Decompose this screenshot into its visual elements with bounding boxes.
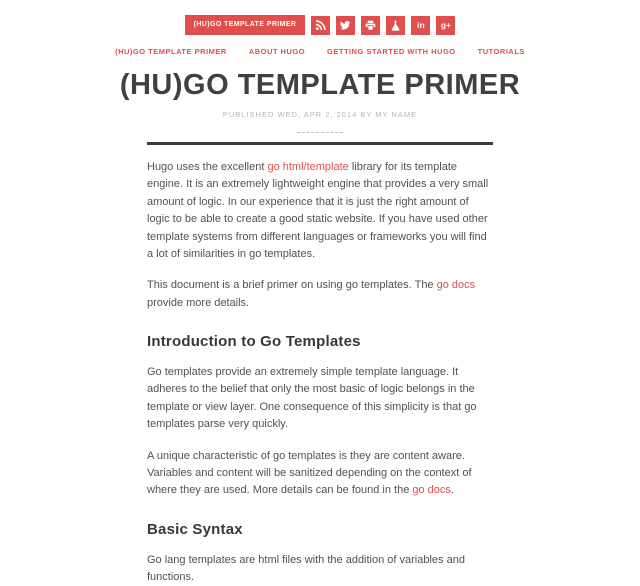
article (0, 69, 640, 586)
section-heading-introduction: Introduction to Go Templates (147, 333, 361, 350)
paragraph-text: A unique characteristic of go templates is they are content aware. Variables and content will be sanitized depending on the context of where they are used. More details can be found in the (147, 449, 472, 497)
paragraph-text: Hugo uses the excellent (147, 161, 268, 173)
topbar (0, 0, 640, 35)
section1-paragraph-2 (147, 448, 493, 500)
nav-item-getting-started[interactable]: GETTING STARTED WITH HUGO (327, 47, 456, 56)
post-meta: PUBLISHED WED, APR 2, 2014 BY MY NAME (222, 110, 418, 119)
rss-button[interactable] (311, 16, 330, 35)
googleplus-button[interactable] (436, 16, 455, 35)
nav-item-tutorials[interactable]: TUTORIALS (477, 47, 525, 56)
brand-button[interactable]: (HU)GO TEMPLATE PRIMER (185, 15, 306, 35)
main-nav (0, 47, 640, 56)
paragraph-text: This document is a brief primer on using go templates. The (147, 279, 437, 292)
paragraph-text: . (450, 484, 454, 497)
dash-separator (297, 132, 343, 133)
twitter-button[interactable] (336, 16, 355, 35)
rss-icon (315, 20, 326, 31)
go-docs-link[interactable]: go docs (436, 279, 476, 292)
intro-paragraph-1 (147, 159, 493, 263)
article-content (147, 142, 493, 586)
site-header (0, 0, 640, 56)
nav-item-about-hugo[interactable]: ABOUT HUGO (248, 47, 306, 56)
section2-paragraph-1: Go lang templates are html files with the addition of variables and functions. (147, 553, 465, 583)
flask-button[interactable] (386, 16, 405, 35)
nav-item-template-primer[interactable]: (HU)GO TEMPLATE PRIMER (115, 47, 227, 56)
googleplus-icon: g+ (440, 19, 451, 30)
paragraph-text: provide more details. (147, 296, 250, 309)
section-heading-basic-syntax: Basic Syntax (147, 520, 243, 538)
intro-paragraph-2 (147, 277, 493, 312)
flask-icon (390, 20, 401, 31)
top-rule (147, 142, 493, 145)
go-html-template-link[interactable]: go html/template (267, 161, 349, 173)
page-title: (HU)GO TEMPLATE PRIMER (119, 69, 521, 101)
section1-paragraph-1: Go templates provide an extremely simple template language. It adheres to the belief that only the most basic of logic belongs in the template or view layer. One consequence of this simplicity is that go templates parse very quickly. (147, 366, 477, 431)
print-button[interactable] (361, 16, 380, 35)
print-icon (365, 20, 376, 31)
paragraph-text: library for its template engine. It is an extremely lightweight engine that provides a very small amount of logic. In our experience that it is just the right amount of logic to be able to create a good static website. If you have used other template systems from different languages or frameworks you will find a lot of similarities in go templates. (147, 161, 489, 260)
linkedin-button[interactable] (411, 16, 430, 35)
twitter-icon (340, 20, 351, 31)
linkedin-icon: in (417, 19, 425, 30)
go-docs-link[interactable]: go docs (412, 484, 451, 497)
